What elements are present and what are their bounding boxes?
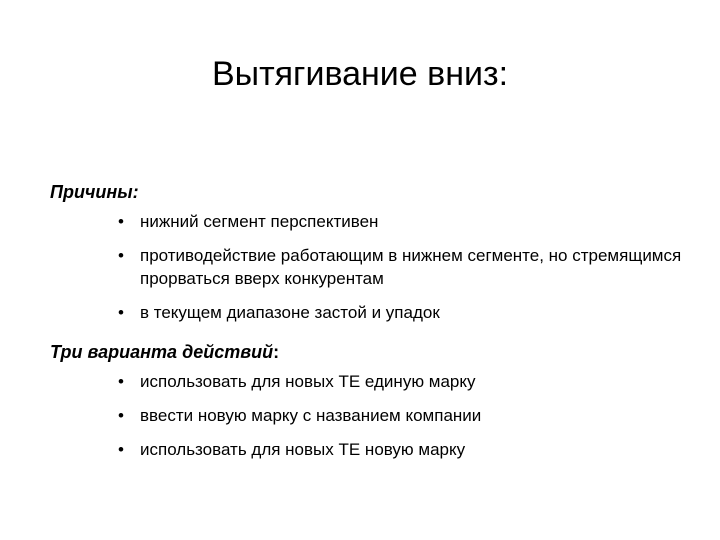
section-heading-options-colon: : — [273, 342, 280, 362]
slide-title: Вытягивание вниз: — [211, 55, 509, 93]
list-item — [118, 244, 698, 290]
bullet-icon: • — [118, 303, 124, 322]
bullet-icon: • — [118, 246, 124, 265]
list-item-text: использовать для новых ТЕ единую марку — [140, 372, 476, 391]
list-item — [118, 404, 698, 427]
bullet-icon: • — [118, 212, 124, 231]
section-heading-reasons-text: Причины — [50, 182, 133, 202]
list-item-text: нижний сегмент перспективен — [140, 212, 379, 231]
bullet-icon: • — [118, 440, 124, 459]
list-item — [118, 370, 698, 393]
reasons-list — [118, 210, 698, 335]
list-item — [118, 210, 698, 233]
list-item-text: использовать для новых ТЕ новую марку — [140, 440, 466, 459]
list-item-text: в текущем диапазоне застой и упадок — [140, 303, 440, 322]
bullet-icon: • — [118, 372, 124, 391]
section-heading-options — [50, 340, 279, 364]
list-item-text: ввести новую марку с названием компании — [140, 406, 482, 425]
bullet-icon: • — [118, 406, 124, 425]
section-heading-reasons-colon: : — [132, 182, 139, 202]
list-item-text: противодействие работающим в нижнем сегменте, но стремящимся прорваться вверх конкурентам — [140, 246, 682, 288]
list-item — [118, 438, 698, 461]
options-list — [118, 370, 698, 472]
list-item — [118, 301, 698, 324]
section-heading-reasons — [50, 180, 139, 204]
section-heading-options-text: Три варианта действий — [50, 342, 274, 362]
